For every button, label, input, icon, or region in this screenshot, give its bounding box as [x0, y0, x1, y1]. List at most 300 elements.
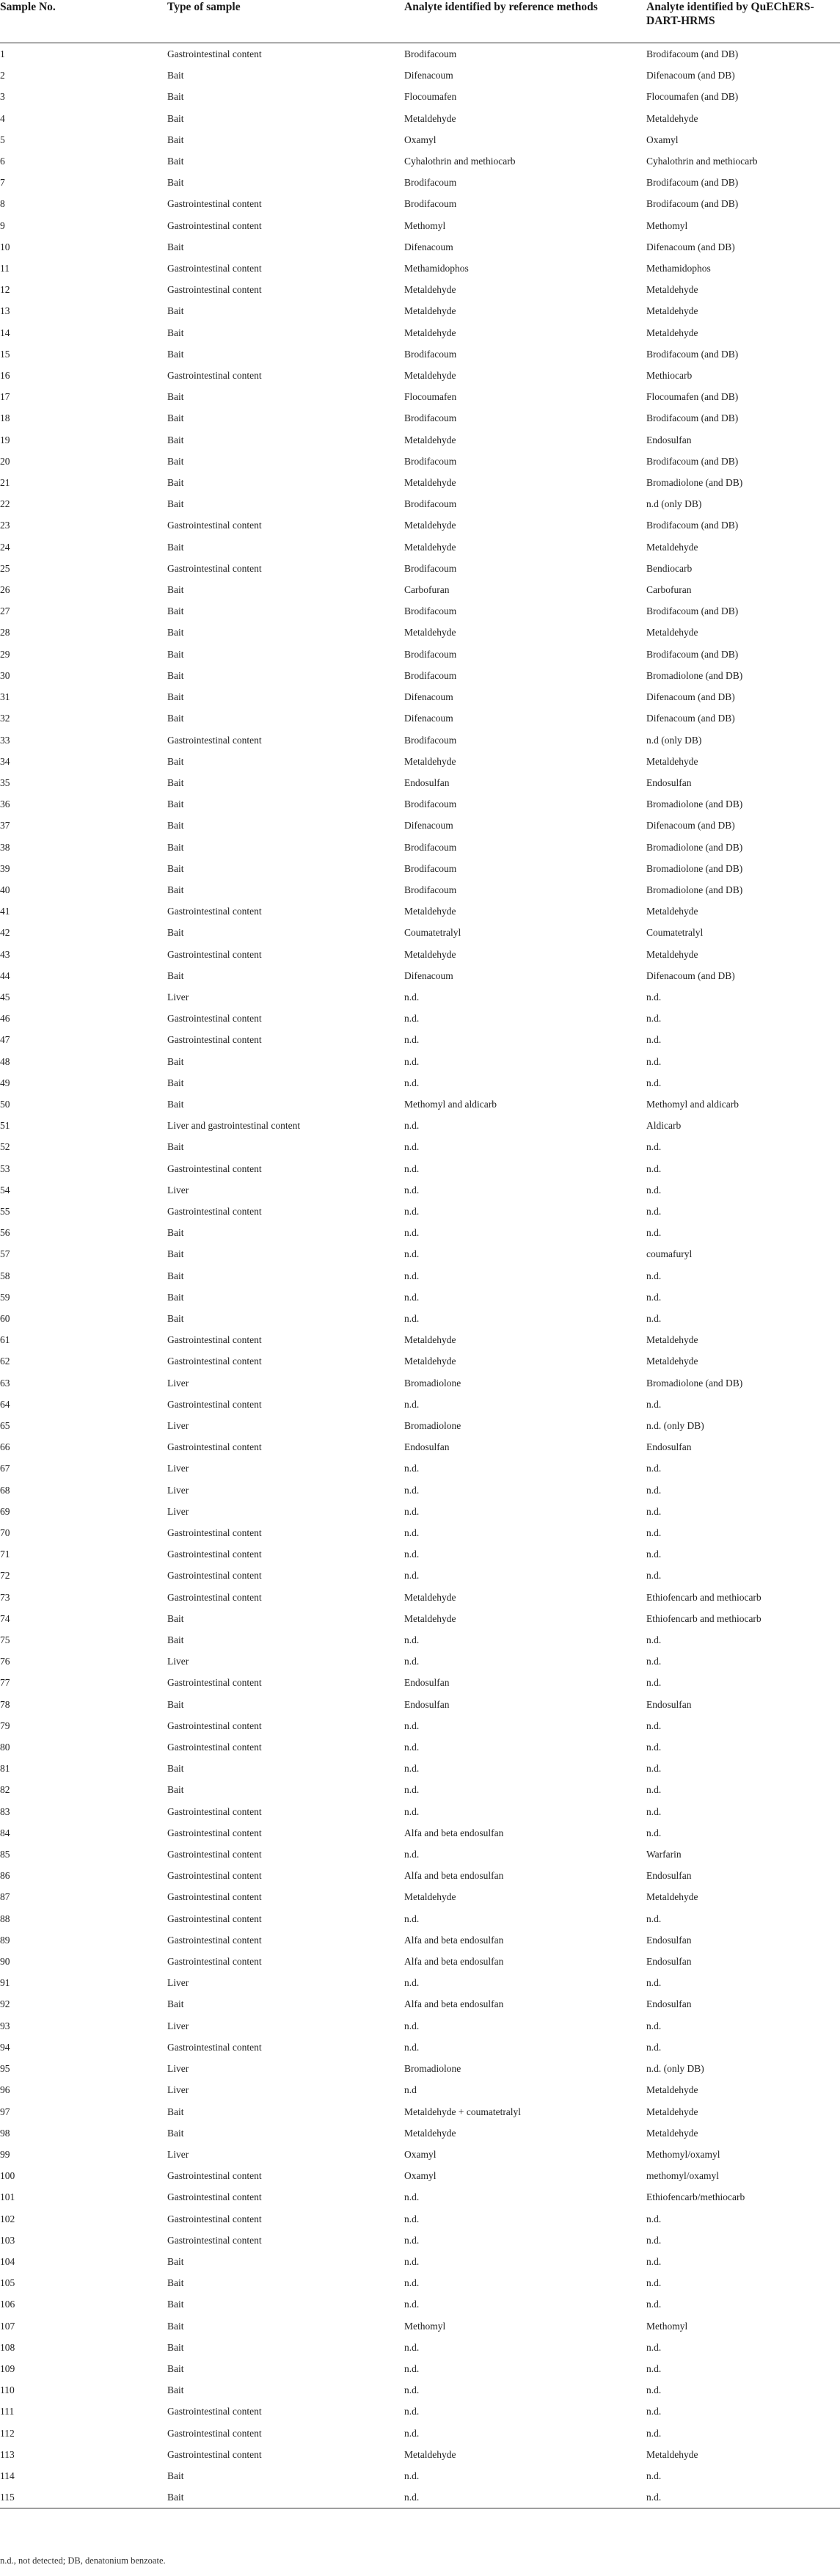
- table-row: [0, 1993, 840, 2015]
- cell-sample-no: 7: [0, 177, 5, 189]
- cell-sample-no: 35: [0, 776, 10, 788]
- table-row: [0, 986, 840, 1008]
- table-row: [0, 2165, 840, 2186]
- table-row: [0, 1094, 840, 1115]
- cell-quechers-analyte: Flocoumafen (and DB): [646, 391, 739, 403]
- cell-quechers-analyte: Brodifacoum (and DB): [646, 412, 739, 424]
- cell-sample-no: 61: [0, 1334, 10, 1346]
- cell-reference-analyte: Brodifacoum: [404, 669, 457, 681]
- cell-type-of-sample: Bait: [167, 648, 184, 660]
- table-row: [0, 1951, 840, 1972]
- cell-sample-no: 29: [0, 648, 10, 660]
- table-row: [0, 665, 840, 686]
- cell-reference-analyte: n.d.: [404, 1784, 420, 1796]
- table-row: [0, 558, 840, 579]
- table-row: [0, 365, 840, 386]
- cell-quechers-analyte: n.d.: [646, 2427, 662, 2439]
- cell-sample-no: 96: [0, 2084, 10, 2096]
- cell-reference-analyte: Bromadiolone: [404, 1377, 461, 1389]
- cell-reference-analyte: Endosulfan: [404, 1677, 450, 1689]
- cell-reference-analyte: n.d.: [404, 1720, 420, 1731]
- cell-type-of-sample: Gastrointestinal content: [167, 219, 262, 231]
- cell-sample-no: 73: [0, 1591, 10, 1603]
- cell-reference-analyte: Metaldehyde: [404, 1356, 456, 1367]
- table-body: [0, 43, 840, 2508]
- cell-quechers-analyte: n.d.: [646, 1034, 662, 1046]
- cell-type-of-sample: Gastrointestinal content: [167, 1891, 262, 1903]
- cell-sample-no: 81: [0, 1763, 10, 1775]
- cell-type-of-sample: Gastrointestinal content: [167, 1742, 262, 1753]
- cell-type-of-sample: Gastrointestinal content: [167, 948, 262, 960]
- cell-type-of-sample: Bait: [167, 1634, 184, 1646]
- cell-type-of-sample: Bait: [167, 1141, 184, 1153]
- cell-reference-analyte: Methamidophos: [404, 263, 469, 274]
- table-row: [0, 858, 840, 879]
- cell-sample-no: 102: [0, 2213, 15, 2224]
- cell-type-of-sample: Bait: [167, 1698, 184, 1710]
- cell-quechers-analyte: Endosulfan: [646, 434, 692, 445]
- cell-sample-no: 83: [0, 1805, 10, 1817]
- table-row: [0, 536, 840, 558]
- cell-quechers-analyte: n.d.: [646, 1505, 662, 1517]
- table-row: [0, 793, 840, 815]
- cell-reference-analyte: Difenacoum: [404, 241, 453, 252]
- cell-reference-analyte: Metaldehyde: [404, 327, 456, 338]
- table-row: [0, 1308, 840, 1329]
- table-row: [0, 1801, 840, 1822]
- cell-type-of-sample: Gastrointestinal content: [167, 198, 262, 210]
- cell-quechers-analyte: n.d.: [646, 2362, 662, 2374]
- cell-quechers-analyte: n.d.: [646, 1913, 662, 1924]
- table-row: [0, 837, 840, 858]
- cell-reference-analyte: Metaldehyde: [404, 1334, 456, 1346]
- cell-quechers-analyte: n.d.: [646, 1163, 662, 1174]
- cell-reference-analyte: n.d.: [404, 2427, 420, 2439]
- cell-type-of-sample: Bait: [167, 1312, 184, 1324]
- table-row: [0, 2186, 840, 2208]
- cell-sample-no: 30: [0, 669, 10, 681]
- cell-reference-analyte: n.d.: [404, 1184, 420, 1196]
- cell-type-of-sample: Bait: [167, 1227, 184, 1239]
- cell-type-of-sample: Gastrointestinal content: [167, 1527, 262, 1539]
- cell-quechers-analyte: n.d.: [646, 1463, 662, 1474]
- cell-reference-analyte: Difenacoum: [404, 70, 453, 81]
- cell-sample-no: 31: [0, 691, 10, 703]
- cell-reference-analyte: Alfa and beta endosulfan: [404, 1827, 504, 1838]
- cell-sample-no: 68: [0, 1484, 10, 1496]
- cell-type-of-sample: Bait: [167, 627, 184, 638]
- table-row: [0, 300, 840, 321]
- cell-quechers-analyte: n.d.: [646, 1184, 662, 1196]
- cell-reference-analyte: Metaldehyde: [404, 1591, 456, 1603]
- cell-reference-analyte: n.d.: [404, 1549, 420, 1560]
- table-row: [0, 407, 840, 429]
- cell-reference-analyte: Alfa and beta endosulfan: [404, 1934, 504, 1946]
- table-row: [0, 2337, 840, 2358]
- table-row: [0, 1179, 840, 1201]
- cell-sample-no: 50: [0, 1098, 10, 1110]
- cell-reference-analyte: Brodifacoum: [404, 734, 457, 746]
- cell-type-of-sample: Bait: [167, 241, 184, 252]
- cell-type-of-sample: Liver: [167, 2084, 189, 2096]
- cell-sample-no: 108: [0, 2341, 15, 2353]
- cell-type-of-sample: Gastrointestinal content: [167, 1356, 262, 1367]
- cell-sample-no: 4: [0, 112, 5, 124]
- cell-reference-analyte: Metaldehyde: [404, 305, 456, 317]
- cell-reference-analyte: n.d.: [404, 1527, 420, 1539]
- cell-quechers-analyte: n.d.: [646, 2486, 840, 2508]
- cell-reference-analyte: n.d.: [404, 2486, 646, 2508]
- cell-reference-analyte: Metaldehyde: [404, 2127, 456, 2139]
- cell-reference-analyte: Brodifacoum: [404, 48, 457, 59]
- cell-type-of-sample: Bait: [167, 2486, 404, 2508]
- cell-quechers-analyte: n.d.: [646, 1270, 662, 1281]
- cell-reference-analyte: n.d.: [404, 2041, 420, 2053]
- cell-quechers-analyte: Brodifacoum (and DB): [646, 648, 739, 660]
- cell-quechers-analyte: Endosulfan: [646, 1870, 692, 1882]
- cell-reference-analyte: Oxamyl: [404, 2170, 437, 2182]
- cell-sample-no: 43: [0, 948, 10, 960]
- header-quechers-dart-hrms: Analyte identified by QuEChERS-DART-HRMS: [646, 0, 840, 43]
- cell-type-of-sample: Liver: [167, 2020, 189, 2031]
- table-row: [0, 65, 840, 86]
- cell-sample-no: 44: [0, 969, 10, 981]
- cell-sample-no: 10: [0, 241, 10, 252]
- table-row: [0, 707, 840, 729]
- cell-reference-analyte: n.d.: [404, 2384, 420, 2396]
- cell-type-of-sample: Gastrointestinal content: [167, 520, 262, 531]
- cell-quechers-analyte: n.d.: [646, 991, 662, 1003]
- cell-type-of-sample: Bait: [167, 434, 184, 445]
- table-row: [0, 1651, 840, 1672]
- cell-type-of-sample: Gastrointestinal content: [167, 1549, 262, 1560]
- cell-quechers-analyte: n.d (only DB): [646, 734, 702, 746]
- cell-type-of-sample: Bait: [167, 691, 184, 703]
- cell-sample-no: 107: [0, 2320, 15, 2332]
- table-row: [0, 2230, 840, 2251]
- cell-type-of-sample: Bait: [167, 1784, 184, 1796]
- cell-type-of-sample: Liver: [167, 1420, 189, 1431]
- cell-sample-no: 92: [0, 1998, 10, 2010]
- cell-sample-no: 69: [0, 1505, 10, 1517]
- cell-type-of-sample: Bait: [167, 391, 184, 403]
- cell-sample-no: 25: [0, 562, 10, 574]
- cell-reference-analyte: n.d.: [404, 1163, 420, 1174]
- cell-quechers-analyte: coumafuryl: [646, 1248, 693, 1260]
- cell-reference-analyte: n.d.: [404, 2020, 420, 2031]
- cell-quechers-analyte: n.d.: [646, 1291, 662, 1303]
- cell-quechers-analyte: Metaldehyde: [646, 305, 698, 317]
- cell-sample-no: 72: [0, 1570, 10, 1582]
- cell-type-of-sample: Gastrointestinal content: [167, 1956, 262, 1968]
- cell-reference-analyte: Brodifacoum: [404, 348, 457, 360]
- cell-reference-analyte: Difenacoum: [404, 820, 453, 832]
- cell-reference-analyte: Metaldehyde: [404, 2448, 456, 2460]
- cell-quechers-analyte: Endosulfan: [646, 1998, 692, 2010]
- cell-type-of-sample: Bait: [167, 327, 184, 338]
- cell-reference-analyte: Difenacoum: [404, 691, 453, 703]
- cell-sample-no: 8: [0, 198, 5, 210]
- table-row: [0, 2423, 840, 2444]
- cell-type-of-sample: Bait: [167, 498, 184, 510]
- cell-quechers-analyte: n.d.: [646, 1570, 662, 1582]
- cell-sample-no: 53: [0, 1163, 10, 1174]
- cell-sample-no: 42: [0, 927, 10, 939]
- cell-quechers-analyte: Ethiofencarb and methiocarb: [646, 1612, 762, 1624]
- cell-reference-analyte: Endosulfan: [404, 1441, 450, 1453]
- cell-type-of-sample: Liver: [167, 1656, 189, 1667]
- cell-sample-no: 93: [0, 2020, 10, 2031]
- cell-type-of-sample: Bait: [167, 2127, 184, 2139]
- cell-type-of-sample: Bait: [167, 305, 184, 317]
- table-row: [0, 1029, 840, 1050]
- cell-sample-no: 100: [0, 2170, 15, 2182]
- cell-reference-analyte: n.d.: [404, 1805, 420, 1817]
- cell-type-of-sample: Bait: [167, 2470, 184, 2481]
- cell-quechers-analyte: Metaldehyde: [646, 1334, 698, 1346]
- table-row: [0, 1051, 840, 1072]
- cell-sample-no: 14: [0, 327, 10, 338]
- cell-reference-analyte: Bromadiolone: [404, 1420, 461, 1431]
- table-row: [0, 1480, 840, 1501]
- cell-quechers-analyte: Methomyl: [646, 2320, 688, 2332]
- cell-reference-analyte: n.d.: [404, 2406, 420, 2417]
- table-row: [0, 2122, 840, 2144]
- cell-reference-analyte: Methomyl: [404, 2320, 446, 2332]
- table-row: [0, 1865, 840, 1886]
- cell-reference-analyte: n.d.: [404, 1398, 420, 1410]
- cell-quechers-analyte: n.d.: [646, 2470, 662, 2481]
- cell-reference-analyte: n.d.: [404, 1205, 420, 1217]
- cell-quechers-analyte: Cyhalothrin and methiocarb: [646, 156, 758, 167]
- table-row: [0, 150, 840, 172]
- cell-type-of-sample: Gastrointestinal content: [167, 2234, 262, 2246]
- cell-type-of-sample: Bait: [167, 884, 184, 895]
- cell-sample-no: 57: [0, 1248, 10, 1260]
- table-row: [0, 1972, 840, 1993]
- cell-type-of-sample: Bait: [167, 1763, 184, 1775]
- cell-sample-no: 41: [0, 906, 10, 917]
- table-row: [0, 772, 840, 793]
- cell-type-of-sample: Bait: [167, 1291, 184, 1303]
- cell-quechers-analyte: Difenacoum (and DB): [646, 713, 735, 724]
- cell-type-of-sample: Bait: [167, 2320, 184, 2332]
- cell-quechers-analyte: Endosulfan: [646, 1698, 692, 1710]
- cell-type-of-sample: Bait: [167, 1098, 184, 1110]
- cell-quechers-analyte: Metaldehyde: [646, 1891, 698, 1903]
- cell-sample-no: 67: [0, 1463, 10, 1474]
- cell-quechers-analyte: Metaldehyde: [646, 755, 698, 767]
- cell-reference-analyte: Brodifacoum: [404, 605, 457, 617]
- cell-quechers-analyte: n.d.: [646, 1742, 662, 1753]
- cell-type-of-sample: Bait: [167, 2362, 184, 2374]
- table-row: [0, 343, 840, 365]
- cell-type-of-sample: Liver: [167, 1463, 189, 1474]
- cell-type-of-sample: Bait: [167, 927, 184, 939]
- table-row: [0, 2251, 840, 2272]
- cell-quechers-analyte: Metaldehyde: [646, 2448, 698, 2460]
- cell-reference-analyte: n.d.: [404, 1013, 420, 1025]
- table-row: [0, 751, 840, 772]
- table-row: [0, 622, 840, 643]
- cell-type-of-sample: Bait: [167, 2341, 184, 2353]
- cell-sample-no: 19: [0, 434, 10, 445]
- cell-quechers-analyte: n.d.: [646, 1398, 662, 1410]
- cell-quechers-analyte: Difenacoum (and DB): [646, 70, 735, 81]
- cell-quechers-analyte: Bromadiolone (and DB): [646, 477, 743, 489]
- cell-quechers-analyte: n.d.: [646, 2384, 662, 2396]
- table-footnote: n.d., not detected; DB, denatonium benzoate.: [0, 2555, 166, 2566]
- cell-quechers-analyte: n.d.: [646, 2234, 662, 2246]
- cell-type-of-sample: Gastrointestinal content: [167, 1913, 262, 1924]
- cell-quechers-analyte: n.d.: [646, 2255, 662, 2267]
- cell-quechers-analyte: n.d.: [646, 1205, 662, 1217]
- table-row: [0, 1608, 840, 1629]
- cell-sample-no: 71: [0, 1549, 10, 1560]
- table-row: [0, 322, 840, 343]
- table-row: [0, 1779, 840, 1800]
- table-row: [0, 2444, 840, 2465]
- cell-type-of-sample: Bait: [167, 2277, 184, 2289]
- cell-reference-analyte: Brodifacoum: [404, 412, 457, 424]
- cell-type-of-sample: Bait: [167, 776, 184, 788]
- cell-reference-analyte: Metaldehyde: [404, 906, 456, 917]
- cell-quechers-analyte: n.d.: [646, 2341, 662, 2353]
- cell-quechers-analyte: Oxamyl: [646, 134, 679, 145]
- table-row: [0, 1329, 840, 1350]
- cell-quechers-analyte: Metaldehyde: [646, 2084, 698, 2096]
- cell-reference-analyte: Oxamyl: [404, 2148, 437, 2160]
- cell-sample-no: 89: [0, 1934, 10, 1946]
- cell-type-of-sample: Gastrointestinal content: [167, 263, 262, 274]
- cell-quechers-analyte: Bromadiolone (and DB): [646, 798, 743, 810]
- table-row: [0, 1522, 840, 1543]
- cell-sample-no: 39: [0, 862, 10, 874]
- cell-reference-analyte: n.d.: [404, 1977, 420, 1989]
- cell-sample-no: 3: [0, 91, 5, 103]
- table-row: [0, 2293, 840, 2315]
- cell-type-of-sample: Bait: [167, 605, 184, 617]
- cell-reference-analyte: Alfa and beta endosulfan: [404, 1998, 504, 2010]
- cell-quechers-analyte: n.d.: [646, 1013, 662, 1025]
- cell-type-of-sample: Bait: [167, 1612, 184, 1624]
- table-row: [0, 1136, 840, 1157]
- table-row: [0, 514, 840, 536]
- cell-reference-analyte: n.d.: [404, 2191, 420, 2203]
- cell-type-of-sample: Gastrointestinal content: [167, 562, 262, 574]
- cell-quechers-analyte: Metaldehyde: [646, 1356, 698, 1367]
- cell-type-of-sample: Gastrointestinal content: [167, 284, 262, 296]
- cell-type-of-sample: Bait: [167, 862, 184, 874]
- table-row: [0, 236, 840, 258]
- cell-reference-analyte: n.d.: [404, 1913, 420, 1924]
- cell-quechers-analyte: n.d.: [646, 1055, 662, 1067]
- cell-quechers-analyte: n.d.: [646, 1527, 662, 1539]
- cell-sample-no: 1: [0, 48, 5, 59]
- cell-quechers-analyte: n.d.: [646, 1656, 662, 1667]
- table-row: [0, 1736, 840, 1758]
- cell-quechers-analyte: Bromadiolone (and DB): [646, 841, 743, 853]
- cell-reference-analyte: n.d.: [404, 2213, 420, 2224]
- cell-quechers-analyte: Brodifacoum (and DB): [646, 198, 739, 210]
- cell-quechers-analyte: Ethiofencarb/methiocarb: [646, 2191, 745, 2203]
- cell-quechers-analyte: Brodifacoum (and DB): [646, 520, 739, 531]
- cell-sample-no: 51: [0, 1120, 10, 1132]
- cell-sample-no: 28: [0, 627, 10, 638]
- cell-reference-analyte: Metaldehyde: [404, 948, 456, 960]
- table-row: [0, 1201, 840, 1222]
- cell-reference-analyte: n.d.: [404, 1291, 420, 1303]
- cell-reference-analyte: Brodifacoum: [404, 498, 457, 510]
- cell-reference-analyte: n.d.: [404, 991, 420, 1003]
- cell-sample-no: 59: [0, 1291, 10, 1303]
- table-row: [0, 1222, 840, 1243]
- table-row: [0, 1415, 840, 1436]
- cell-type-of-sample: Bait: [167, 455, 184, 467]
- cell-quechers-analyte: Metaldehyde: [646, 627, 698, 638]
- cell-sample-no: 101: [0, 2191, 15, 2203]
- cell-reference-analyte: n.d.: [404, 2362, 420, 2374]
- cell-quechers-analyte: Metaldehyde: [646, 2106, 698, 2117]
- table-row: [0, 1694, 840, 1715]
- cell-quechers-analyte: Coumatetralyl: [646, 927, 704, 939]
- cell-type-of-sample: Bait: [167, 2106, 184, 2117]
- cell-sample-no: 24: [0, 541, 10, 553]
- header-type-of-sample: Type of sample: [167, 0, 404, 43]
- cell-sample-no: 54: [0, 1184, 10, 1196]
- cell-reference-analyte: Brodifacoum: [404, 884, 457, 895]
- cell-reference-analyte: n.d.: [404, 1742, 420, 1753]
- cell-quechers-analyte: n.d. (only DB): [646, 1420, 704, 1431]
- table-row: [0, 686, 840, 707]
- cell-type-of-sample: Gastrointestinal content: [167, 2213, 262, 2224]
- cell-type-of-sample: Gastrointestinal content: [167, 1163, 262, 1174]
- cell-sample-no: 52: [0, 1141, 10, 1153]
- table-row: [0, 2037, 840, 2058]
- cell-type-of-sample: Gastrointestinal content: [167, 2191, 262, 2203]
- cell-sample-no: 76: [0, 1656, 10, 1667]
- cell-reference-analyte: Brodifacoum: [404, 648, 457, 660]
- cell-reference-analyte: Methomyl: [404, 219, 446, 231]
- cell-type-of-sample: Gastrointestinal content: [167, 370, 262, 382]
- cell-type-of-sample: Gastrointestinal content: [167, 2170, 262, 2182]
- table-row: [0, 1072, 840, 1094]
- cell-type-of-sample: Bait: [167, 820, 184, 832]
- table-row: [0, 1158, 840, 1179]
- cell-reference-analyte: Metaldehyde + coumatetralyl: [404, 2106, 522, 2117]
- cell-quechers-analyte: n.d.: [646, 1077, 662, 1088]
- table-row: [0, 2401, 840, 2422]
- cell-sample-no: 104: [0, 2255, 15, 2267]
- cell-quechers-analyte: Difenacoum (and DB): [646, 820, 735, 832]
- cell-type-of-sample: Liver: [167, 1977, 189, 1989]
- table-row: [0, 172, 840, 193]
- cell-sample-no: 60: [0, 1312, 10, 1324]
- cell-sample-no: 32: [0, 713, 10, 724]
- table-row: [0, 1115, 840, 1136]
- cell-reference-analyte: Metaldehyde: [404, 627, 456, 638]
- cell-type-of-sample: Liver: [167, 1377, 189, 1389]
- cell-reference-analyte: Metaldehyde: [404, 755, 456, 767]
- cell-reference-analyte: n.d.: [404, 1849, 420, 1860]
- table-row: [0, 1543, 840, 1565]
- table-row: [0, 1458, 840, 1479]
- cell-type-of-sample: Gastrointestinal content: [167, 1013, 262, 1025]
- cell-quechers-analyte: Metaldehyde: [646, 541, 698, 553]
- cell-sample-no: 66: [0, 1441, 10, 1453]
- cell-sample-no: 109: [0, 2362, 15, 2374]
- cell-sample-no: 90: [0, 1956, 10, 1968]
